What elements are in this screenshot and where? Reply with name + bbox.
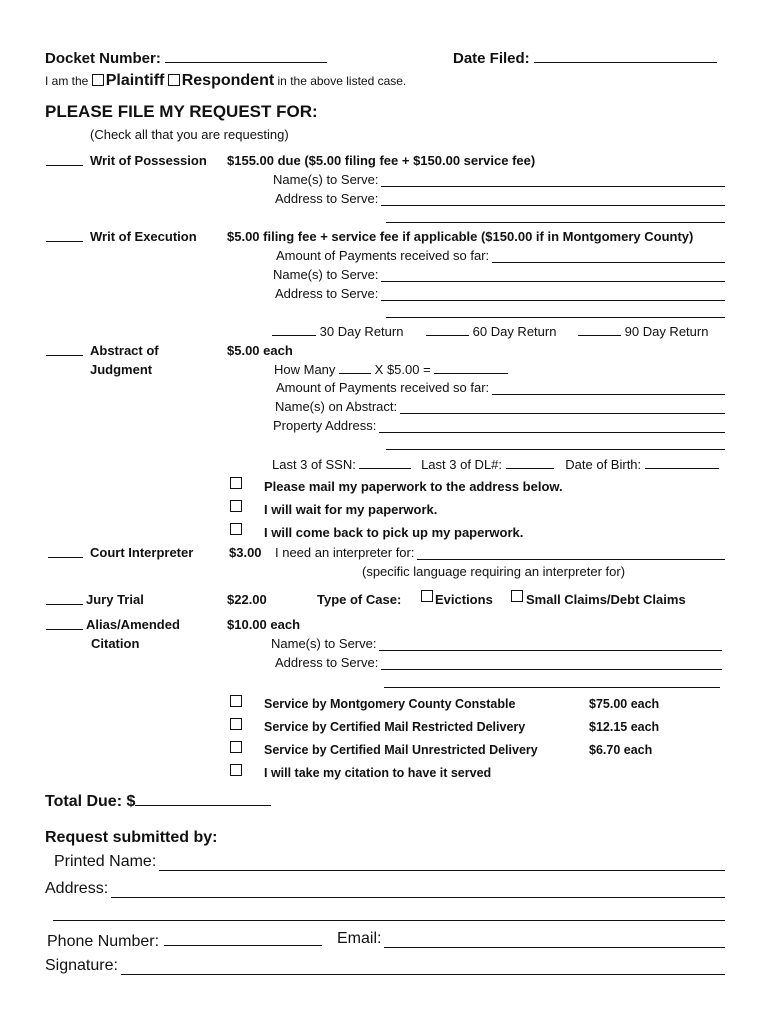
abstract-label-1: Abstract of (90, 343, 159, 358)
execution-payments-label: Amount of Payments received so far: (276, 248, 490, 263)
service-constable-checkbox[interactable] (230, 695, 242, 707)
abstract-label-2: Judgment (90, 362, 153, 377)
respondent-label: Respondent (181, 72, 275, 89)
execution-check-blank[interactable] (46, 241, 83, 242)
check-all-note: (Check all that you are requesting) (90, 127, 289, 142)
date-filed-label: Date Filed: (453, 50, 530, 67)
execution-address-field[interactable] (275, 286, 725, 301)
execution-fee: $5.00 filing fee + service fee if applicable ($150.00 if in Montgomery County) (227, 229, 694, 244)
abstract-check-blank[interactable] (46, 355, 83, 356)
service-restricted-checkbox[interactable] (230, 718, 242, 730)
address-line2[interactable] (53, 920, 725, 921)
interpreter-check-blank[interactable] (48, 557, 83, 558)
possession-address-label: Address to Serve: (275, 191, 379, 206)
service-unrestricted-price: $6.70 each (589, 743, 653, 757)
pickup-paperwork-label: I will come back to pick up my paperwork. (264, 525, 524, 540)
docket-number-field[interactable] (45, 50, 327, 67)
jury-label: Jury Trial (86, 592, 144, 607)
interpreter-language-field[interactable] (275, 545, 725, 560)
service-constable-price: $75.00 each (589, 697, 660, 711)
address-field[interactable] (45, 880, 725, 898)
jury-check-blank[interactable] (46, 604, 83, 605)
signature-label: Signature: (45, 957, 118, 974)
interpreter-label: Court Interpreter (90, 545, 194, 560)
alias-fee: $10.00 each (227, 617, 301, 632)
alias-address-line2[interactable] (384, 687, 720, 688)
execution-address-label: Address to Serve: (275, 286, 379, 301)
phone-field[interactable] (47, 930, 322, 951)
dl-label: Last 3 of DL#: (421, 457, 503, 472)
possession-names-field[interactable] (273, 172, 725, 187)
evictions-label: Evictions (435, 592, 493, 607)
alias-names-label: Name(s) to Serve: (271, 636, 377, 651)
service-constable-label: Service by Montgomery County Constable (264, 697, 516, 711)
plaintiff-checkbox[interactable] (92, 74, 104, 86)
dob-blank[interactable] (645, 456, 719, 469)
alias-check-blank[interactable] (46, 629, 83, 630)
small-claims-checkbox[interactable] (511, 590, 523, 602)
mail-paperwork-checkbox[interactable] (230, 477, 242, 489)
property-address-label: Property Address: (273, 418, 377, 433)
phone-blank[interactable] (164, 930, 322, 946)
property-address-field[interactable] (273, 418, 725, 433)
interpreter-note: (specific language requiring an interpreter for) (362, 564, 626, 579)
self-serve-checkbox[interactable] (230, 764, 242, 776)
return-90-label: 90 Day Return (624, 324, 709, 339)
execution-names-field[interactable] (273, 267, 725, 282)
service-unrestricted-checkbox[interactable] (230, 741, 242, 753)
total-due-label: Total Due: $ (45, 793, 136, 810)
how-many-label: How Many (274, 362, 336, 377)
jury-fee: $22.00 (227, 592, 267, 607)
return-30-option[interactable] (272, 323, 403, 339)
address-label: Address: (45, 880, 109, 897)
printed-name-label: Printed Name: (54, 853, 157, 870)
times-five-label: X $5.00 = (374, 362, 431, 377)
possession-address-line2[interactable] (386, 222, 725, 223)
id-info-line[interactable] (272, 456, 719, 472)
dl-blank[interactable] (506, 456, 554, 469)
abstract-payments-label: Amount of Payments received so far: (276, 380, 490, 395)
possession-check-blank[interactable] (46, 165, 83, 166)
abstract-payments-field[interactable] (276, 380, 725, 395)
ssn-label: Last 3 of SSN: (272, 457, 356, 472)
wait-paperwork-checkbox[interactable] (230, 500, 242, 512)
date-filed-field[interactable] (453, 50, 717, 67)
plaintiff-label: Plaintiff (105, 72, 165, 89)
submitted-by-heading: Request submitted by: (45, 829, 218, 846)
pickup-paperwork-checkbox[interactable] (230, 523, 242, 535)
phone-label: Phone Number: (47, 933, 160, 950)
total-due-blank[interactable] (135, 791, 271, 806)
case-type-label: Type of Case: (317, 592, 402, 607)
signature-field[interactable] (45, 957, 725, 975)
interpreter-need-label: I need an interpreter for: (275, 545, 415, 560)
printed-name-field[interactable] (54, 853, 725, 871)
return-60-label: 60 Day Return (472, 324, 557, 339)
ssn-blank[interactable] (359, 456, 411, 469)
alias-label-2: Citation (91, 636, 140, 651)
execution-payments-field[interactable] (276, 248, 725, 263)
service-restricted-label: Service by Certified Mail Restricted Delivery (264, 720, 526, 734)
possession-fee: $155.00 due ($5.00 filing fee + $150.00 service fee) (227, 153, 536, 168)
wait-paperwork-label: I will wait for my paperwork. (264, 502, 438, 517)
page-title: PLEASE FILE MY REQUEST FOR: (45, 102, 318, 121)
docket-number-blank[interactable] (165, 50, 327, 63)
docket-number-label: Docket Number: (45, 50, 161, 67)
possession-names-label: Name(s) to Serve: (273, 172, 379, 187)
evictions-checkbox[interactable] (421, 590, 433, 602)
mail-paperwork-label: Please mail my paperwork to the address below. (264, 479, 563, 494)
alias-label-1: Alias/Amended (86, 617, 180, 632)
abstract-fee: $5.00 each (227, 343, 293, 358)
property-address-line2[interactable] (386, 449, 725, 450)
return-90-option[interactable] (578, 323, 708, 339)
alias-address-field[interactable] (275, 655, 722, 670)
date-filed-blank[interactable] (534, 50, 717, 63)
interpreter-fee: $3.00 (229, 545, 262, 560)
possession-address-field[interactable] (275, 191, 725, 206)
alias-names-field[interactable] (271, 636, 722, 651)
self-serve-label: I will take my citation to have it served (264, 766, 492, 780)
i-am-the-text: I am the (45, 74, 89, 88)
abstract-how-many-field[interactable] (274, 361, 508, 377)
respondent-checkbox[interactable] (168, 74, 180, 86)
return-30-label: 30 Day Return (319, 324, 404, 339)
dob-label: Date of Birth: (565, 457, 642, 472)
execution-names-label: Name(s) to Serve: (273, 267, 379, 282)
return-60-option[interactable] (426, 323, 556, 339)
possession-label: Writ of Possession (90, 153, 207, 168)
alias-address-label: Address to Serve: (275, 655, 379, 670)
service-unrestricted-label: Service by Certified Mail Unrestricted Delivery (264, 743, 538, 757)
email-label: Email: (337, 930, 382, 947)
total-due-field[interactable] (45, 791, 271, 811)
service-restricted-price: $12.15 each (589, 720, 660, 734)
abstract-names-label: Name(s) on Abstract: (275, 399, 398, 414)
small-claims-label: Small Claims/Debt Claims (526, 592, 686, 607)
in-case-text: in the above listed case. (277, 74, 407, 88)
abstract-names-field[interactable] (275, 399, 725, 414)
party-role-line (45, 72, 406, 90)
execution-label: Writ of Execution (90, 229, 197, 244)
execution-address-line2[interactable] (386, 317, 725, 318)
email-field[interactable] (337, 930, 725, 948)
